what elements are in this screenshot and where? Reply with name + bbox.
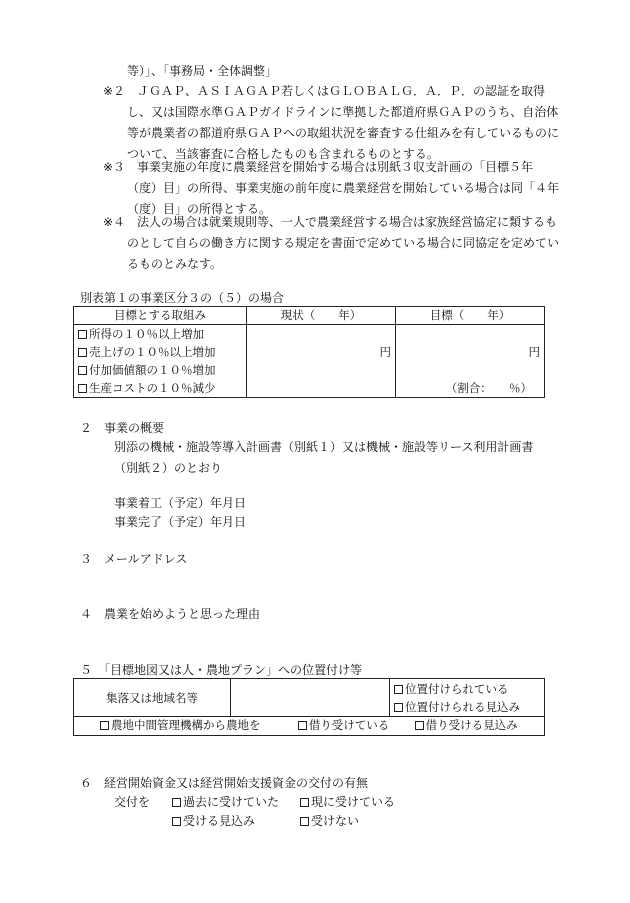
notes-top-line: 等）」、「事務局・全体調整」 bbox=[127, 64, 278, 78]
goal-table bbox=[73, 306, 545, 398]
checkbox-icon bbox=[300, 817, 309, 826]
table1-header-current: 現状（ 年） bbox=[247, 307, 396, 325]
checkbox-icon bbox=[78, 330, 87, 339]
section5-heading: ５ 「目標地図又は人・農地プラン」への位置付け等 bbox=[80, 663, 363, 677]
plan-status-cell bbox=[390, 679, 545, 717]
grant-opt-expected[interactable]: 受ける見込み bbox=[172, 814, 255, 829]
checkbox-icon bbox=[78, 384, 87, 393]
note3-text: 事業実施の年度に農業経営を開始する場合は別紙３収支計画の「目標５年（度）目」の所得、事業実施の前年度に農業経営を開始している場合は同「４年（度）目」の所得とする。 bbox=[127, 160, 560, 216]
grant-opt-none[interactable]: 受けない bbox=[300, 814, 359, 829]
farmland-lead[interactable]: 農地中間管理機構から農地を bbox=[100, 718, 261, 732]
grant-opt-current[interactable]: 現に受けている bbox=[300, 795, 395, 810]
note2-text: ＪＧＡＰ、ＡＳＩＡＧＡＰ若しくはＧＬＯＢＡＬＧ．Ａ．Ｐ．の認証を取得し、又は国際水準ＧＡＰガイドラインに準拠した都道府県ＧＡＰのうち、自治体等が農業者の都道府県ＧＡＰへの取組状況を審査する仕組みを有しているものについて、当該審査に合格したものも含まれるものとする。 bbox=[127, 84, 560, 161]
note3-mark: ※３ bbox=[103, 160, 126, 174]
table1-item[interactable]: 付加価値額の１０％増加 bbox=[78, 361, 242, 379]
checkbox-icon bbox=[394, 703, 403, 712]
plan-area-label: 集落又は地域名等 bbox=[74, 679, 231, 717]
target-unit: 円 bbox=[528, 345, 540, 359]
grant-opt-past[interactable]: 過去に受けていた bbox=[172, 795, 279, 810]
checkbox-icon bbox=[298, 721, 307, 730]
checkbox-icon bbox=[78, 348, 87, 357]
table1-item[interactable]: 売上げの１０％以上増加 bbox=[78, 343, 242, 361]
table1-item[interactable]: 生産コストの１０％減少 bbox=[78, 379, 242, 397]
table1-items-cell bbox=[74, 325, 247, 398]
table1-current-cell[interactable] bbox=[247, 325, 396, 398]
checkbox-icon bbox=[415, 721, 424, 730]
plan-opt-placed[interactable]: 位置付けられている bbox=[394, 680, 540, 698]
farmland-opt-expected[interactable]: 借り受ける見込み bbox=[415, 718, 518, 732]
checkbox-icon bbox=[394, 685, 403, 694]
table1-target-cell[interactable] bbox=[396, 325, 545, 398]
plan-area-input[interactable] bbox=[231, 679, 390, 717]
plan-table bbox=[73, 678, 545, 736]
table1-caption: 別表第１の事業区分３の（５）の場合 bbox=[80, 291, 285, 305]
note4-text: 法人の場合は就業規則等、一人で農業経営する場合は家族経営協定に類するものとして自らの働き方に関する規定を書面で定めている場合に同協定を定めているものとみなす。 bbox=[127, 215, 560, 271]
section2-start-date: 事業着工（予定）年月日 bbox=[114, 496, 247, 510]
section3-heading: ３ メールアドレス bbox=[80, 552, 188, 566]
ratio-label: （割合： ％） bbox=[445, 381, 532, 395]
section2-body: 別添の機械・施設等導入計画書（別紙１）又は機械・施設等リース利用計画書（別紙２）のとおり bbox=[114, 440, 534, 475]
section2-heading: ２ 事業の概要 bbox=[80, 421, 165, 435]
section6-heading: ６ 経営開始資金又は経営開始支援資金の交付の有無 bbox=[80, 776, 369, 790]
note4-mark: ※４ bbox=[103, 215, 126, 229]
section6-lead: 交付を bbox=[114, 795, 151, 809]
current-unit: 円 bbox=[379, 345, 391, 359]
note2-mark: ※２ bbox=[103, 84, 126, 98]
farmland-row bbox=[74, 717, 545, 736]
plan-opt-expected[interactable]: 位置付けられる見込み bbox=[394, 698, 540, 716]
checkbox-icon bbox=[172, 817, 181, 826]
table1-item[interactable]: 所得の１０％以上増加 bbox=[78, 325, 242, 343]
section2-end-date: 事業完了（予定）年月日 bbox=[114, 515, 247, 529]
checkbox-icon bbox=[100, 721, 109, 730]
checkbox-icon bbox=[78, 366, 87, 375]
checkbox-icon bbox=[300, 798, 309, 807]
section4-heading: ４ 農業を始めようと思った理由 bbox=[80, 607, 261, 621]
table1-header-target: 目標（ 年） bbox=[396, 307, 545, 325]
table1-header-goal: 目標とする取組み bbox=[74, 307, 247, 325]
checkbox-icon bbox=[172, 798, 181, 807]
farmland-opt-leased[interactable]: 借り受けている bbox=[298, 718, 390, 732]
